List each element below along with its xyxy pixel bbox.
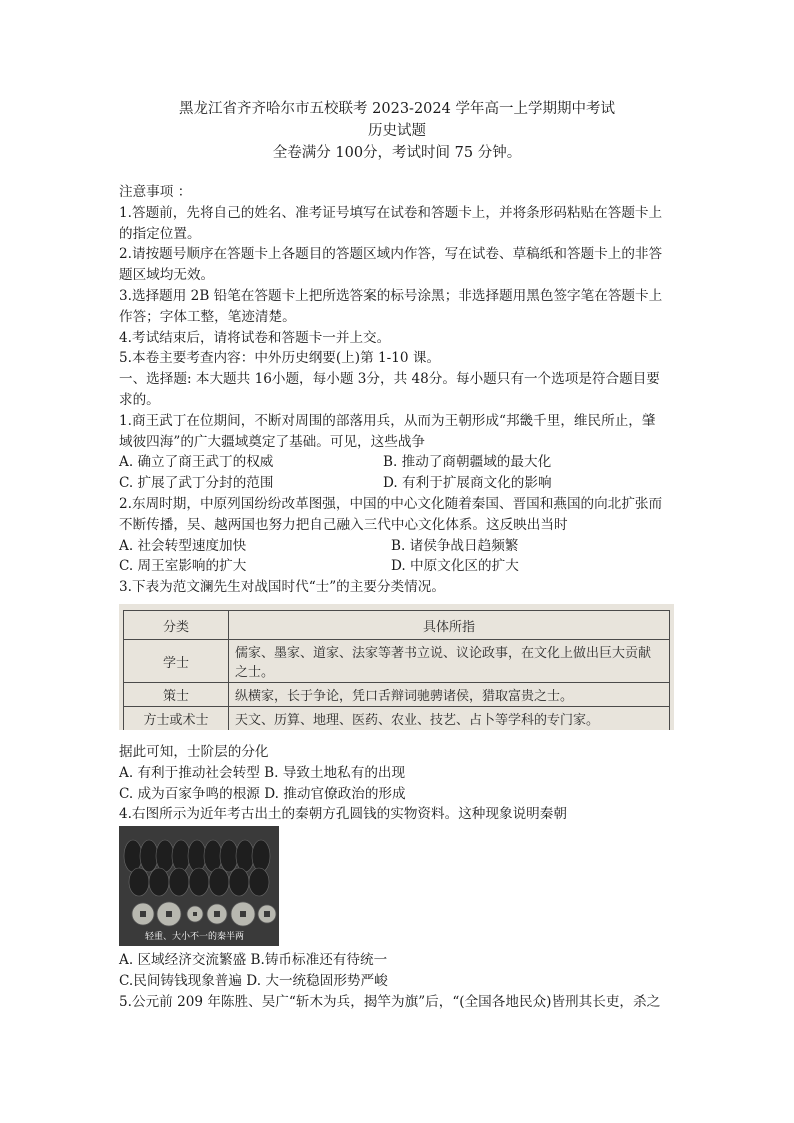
- exam-title: 黑龙江省齐齐哈尔市五校联考 2023-2024 学年高一上学期期中考试: [179, 101, 615, 117]
- notes-line: 作答；字体工整，笔迹清楚。: [119, 308, 296, 325]
- question-4-stem: 4.右图所示为近年考古出土的秦朝方孔圆钱的实物资料。这种现象说明秦朝: [119, 806, 567, 823]
- table-header-description: 具体所指: [229, 611, 670, 640]
- scholar-classification-table-photo: [119, 604, 674, 730]
- table-cell: 方士或术士: [124, 707, 229, 731]
- notes-line: 题区域均无效。: [119, 267, 215, 284]
- notes-line: 5.本卷主要考查内容：中外历史纲要(上)第 1-10 课。: [119, 350, 441, 367]
- option-a: A. 确立了商王武丁的权威: [119, 454, 274, 471]
- table-row: [124, 640, 670, 683]
- notes-line: 4.考试结束后，请将试卷和答题卡一并上交。: [119, 329, 391, 346]
- table-cell: 策士: [124, 683, 229, 707]
- question-4-options-ab: A. 区域经济交流繁盛 B.铸币标准还有待统一: [119, 952, 388, 968]
- table-cell: 纵横家，长于争论，凭口舌辩词驰骋诸侯，猎取富贵之士。: [229, 683, 670, 707]
- question-1-stem-cont: 域彼四海”的广大疆域奠定了基础。可见，这些战争: [119, 433, 426, 450]
- table-cell: 学士: [124, 640, 229, 683]
- notes-heading: 注意事项 ：: [119, 184, 192, 200]
- exam-info: 全卷满分 100分，考试时间 75 分钟。: [272, 145, 522, 161]
- option-b: B. 诸侯争战日趋频繁: [391, 537, 519, 554]
- table-row: [124, 707, 670, 731]
- table-cell: 天文、历算、地理、医药、农业、技艺、占卜等学科的专门家。: [229, 707, 670, 731]
- notes-section: [119, 182, 679, 598]
- option-d: D. 有利于扩展商文化的影响: [383, 475, 552, 492]
- coins-caption: 轻重、大小不一的秦半两: [145, 932, 245, 942]
- option-c: C. 扩展了武丁分封的范围: [119, 475, 274, 492]
- question-1-options-cd: [119, 473, 679, 494]
- question-2-stem: 2.东周时期，中原列国纷纷改革图强，中国的中心文化随着秦国、晋国和燕国的向北扩张而: [119, 495, 663, 512]
- table-header-category: 分类: [124, 611, 229, 640]
- table-row: [124, 683, 670, 707]
- notes-line: 3.选择题用 2B 铅笔在答题卡上把所选答案的标号涂黑；非选择题用黑色签字笔在答题卡上: [119, 287, 663, 304]
- option-d: D. 中原文化区的扩大: [391, 558, 519, 575]
- option-c: C. 周王室影响的扩大: [119, 558, 247, 575]
- question-5-stem: 5.公元前 209 年陈胜、吴广“斩木为兵，揭竿为旗”后，“(全国各地民众)皆刑其长吏，杀之: [119, 993, 661, 1010]
- section-heading: 一、选择题: 本大题共 16小题，每小题 3分，共 48分。每小题只有一个选项是符合题目要: [119, 371, 660, 388]
- question-4-options: [119, 950, 679, 1012]
- exam-subject: 历史试题: [368, 123, 426, 139]
- question-2-options-cd: [119, 556, 679, 577]
- question-1-options-ab: [119, 452, 679, 473]
- question-4-options-cd: C.民间铸钱现象普遍 D. 大一统稳固形势严峻: [119, 972, 388, 989]
- exam-header: [0, 98, 794, 164]
- question-3-options: [119, 742, 679, 825]
- scholar-classification-table: [123, 610, 670, 730]
- notes-line: 的指定位置。: [119, 225, 201, 242]
- question-2-options-ab: [119, 536, 679, 557]
- table-cell: 儒家、墨家、道家、法家等著书立说、议论政事，在文化上做出巨大贡献之士。: [229, 640, 670, 683]
- question-3-options-ab: A. 有利于推动社会转型 B. 导致土地私有的出现: [119, 764, 406, 781]
- notes-line: 1.答题前，先将自己的姓名、准考证号填写在试卷和答题卡上，并将条形码粘贴在答题卡上: [119, 204, 663, 221]
- question-3-options-cd: C. 成为百家争鸣的根源 D. 推动官僚政治的形成: [119, 785, 406, 802]
- question-1-stem: 1.商王武丁在位期间，不断对周围的部落用兵，从而为王朝形成“邦畿千里，维民所止，肇: [119, 412, 656, 429]
- qin-coins-photo: [119, 826, 279, 946]
- question-2-stem-cont: 不断传播，吴、越两国也努力把自己融入三代中心文化体系。这反映出当时: [119, 516, 568, 533]
- notes-line: 2.请按题号顺序在答题卡上各题目的答题区域内作答，写在试卷、草稿纸和答题卡上的非答: [119, 246, 663, 263]
- option-a: A. 社会转型速度加快: [119, 537, 247, 554]
- section-heading-cont: 求的。: [119, 391, 160, 408]
- question-3-stem-cont: 据此可知，士阶层的分化: [119, 744, 269, 760]
- question-3-stem: 3.下表为范文澜先生对战国时代“士”的主要分类情况。: [119, 579, 445, 596]
- option-b: B. 推动了商朝疆域的最大化: [383, 454, 552, 471]
- coins-illustration: [119, 826, 279, 946]
